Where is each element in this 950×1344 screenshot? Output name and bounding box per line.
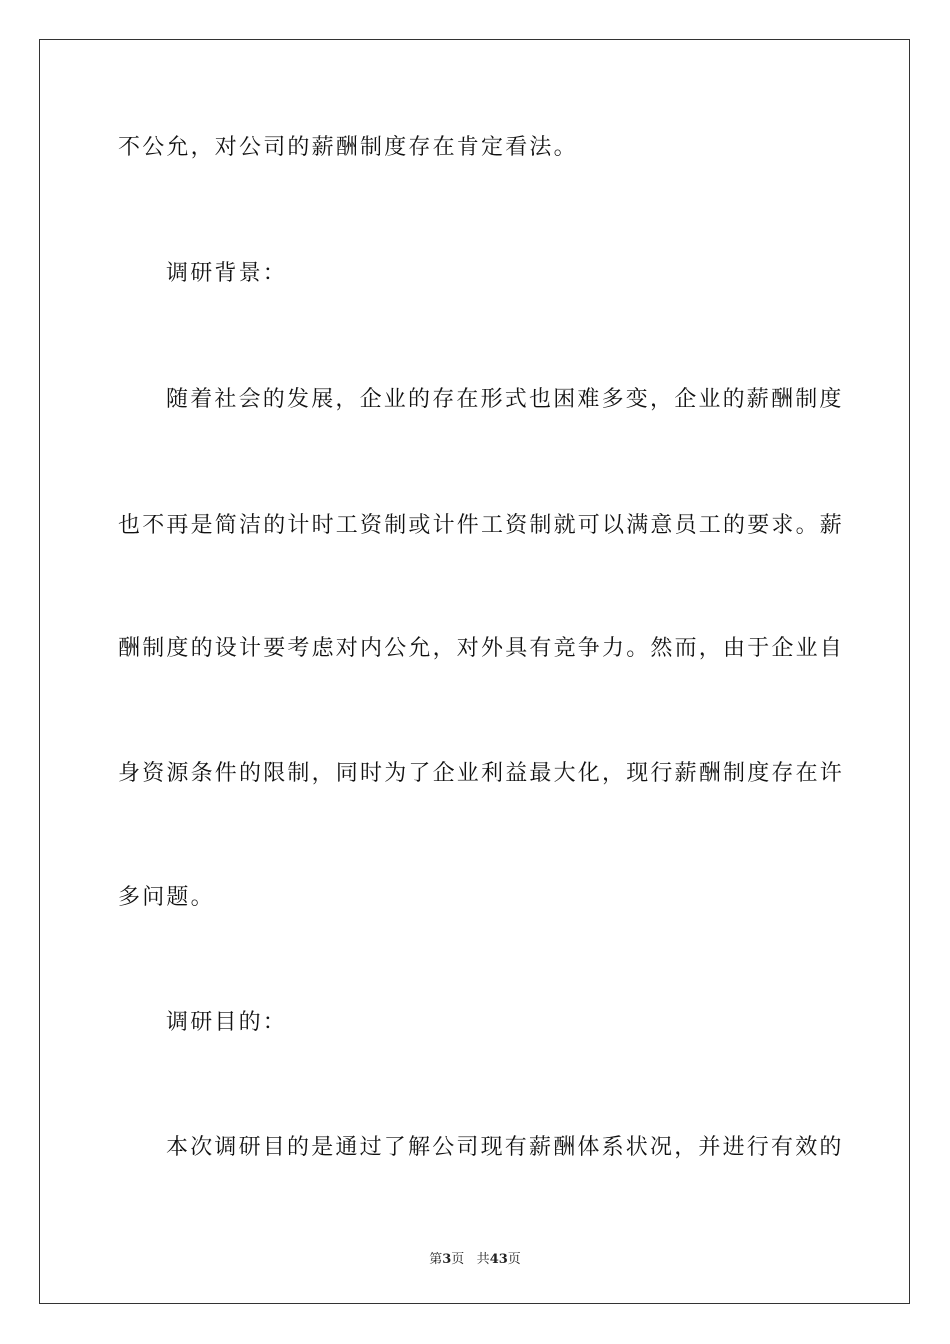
total-suffix: 页: [507, 1252, 521, 1267]
total-prefix: 共: [476, 1252, 490, 1267]
heading-background: 调研背景：: [166, 261, 288, 286]
heading-purpose: 调研目的：: [166, 1010, 288, 1035]
page-prefix: 第: [429, 1252, 443, 1267]
page-footer: [0, 1248, 950, 1267]
body-line-5: 酬制度的设计要考虑对内公允，对外具有竞争力。然而，由于企业自: [118, 636, 845, 661]
body-line-4: 也不再是简洁的计时工资制或计件工资制就可以满意员工的要求。薪: [118, 513, 845, 538]
body-line-7: 多问题。: [118, 885, 215, 910]
body-line-9: 本次调研目的是通过了解公司现有薪酬体系状况，并进行有效的: [166, 1135, 844, 1160]
page-frame: [39, 39, 910, 1304]
page-suffix: 页: [451, 1252, 465, 1267]
page-number: 3: [442, 1252, 452, 1267]
total-pages: 43: [489, 1252, 508, 1267]
body-line-1: 不公允，对公司的薪酬制度存在肯定看法。: [118, 135, 578, 160]
body-line-3: 随着社会的发展，企业的存在形式也困难多变，企业的薪酬制度: [166, 387, 844, 412]
body-line-6: 身资源条件的限制，同时为了企业利益最大化，现行薪酬制度存在许: [118, 761, 845, 786]
